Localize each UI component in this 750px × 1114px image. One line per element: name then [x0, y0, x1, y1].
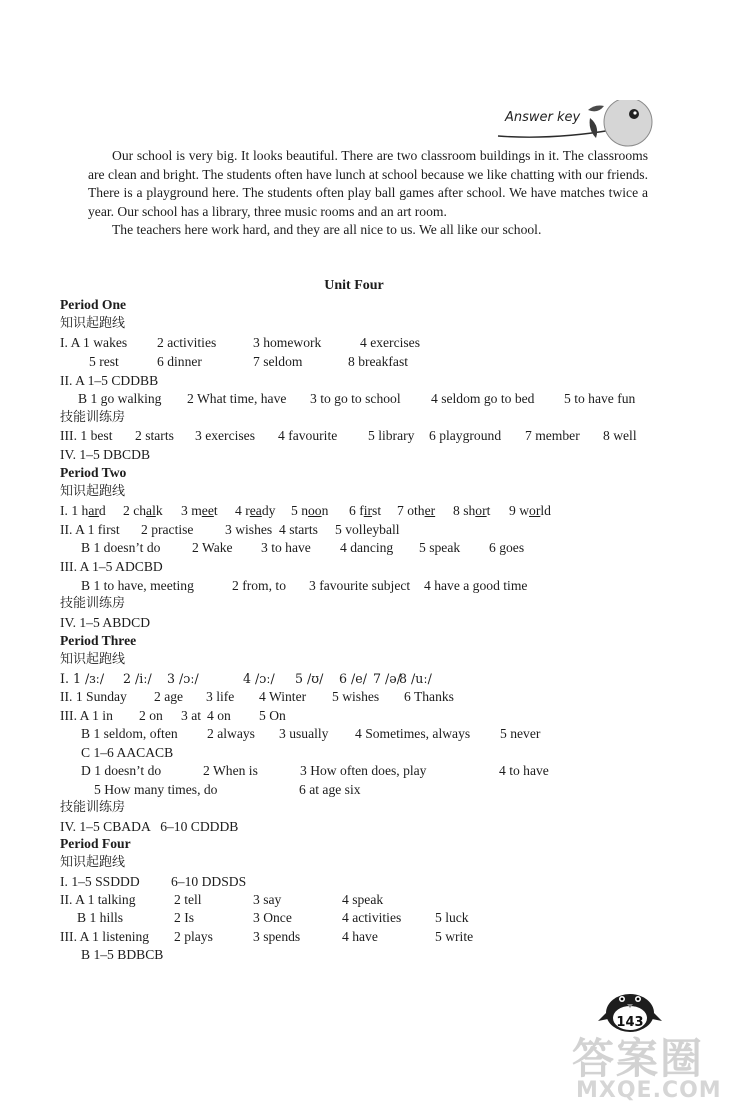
period-four-heading: Period Four — [60, 836, 131, 851]
answer-item: 5 luck — [435, 910, 469, 925]
answer-item: B 1 doesn’t do — [81, 540, 161, 555]
answer-item: 2 always — [207, 726, 255, 741]
answer-item: B 1 hills — [77, 910, 124, 925]
answer-item: 5 n — [291, 503, 308, 518]
answer-item: 4 seldom go to bed — [431, 391, 535, 406]
answer-item: 8 sh — [453, 503, 476, 518]
answer-item: 2 /iː/ — [123, 671, 152, 686]
answer-item: B 1 to have, meeting — [81, 578, 194, 593]
answer-item: 3 exercises — [195, 428, 256, 443]
period-one-heading: Period One — [60, 297, 127, 312]
answer-item: 4 speak — [342, 892, 384, 907]
answer-item: C 1–6 AACACB — [81, 745, 174, 760]
answer-item: 9 w — [509, 503, 530, 518]
answer-item: 2 plays — [174, 929, 213, 944]
answer-item: 5 rest — [89, 354, 119, 369]
answer-item: 5 write — [435, 929, 474, 944]
page-number: 143 — [616, 1015, 644, 1030]
answer-item: 7 /ə/ — [373, 671, 401, 686]
answer-item: 3 How often does, play — [300, 763, 427, 778]
answer-item: 5 On — [259, 708, 286, 723]
answer-item: 2 activities — [157, 335, 217, 350]
answer-item: 4 Winter — [259, 689, 307, 704]
answer-item: 3 homework — [253, 335, 322, 350]
answer-item: 4 Sometimes, always — [355, 726, 471, 741]
answer-item: 4 dancing — [340, 540, 394, 555]
answer-item: d — [98, 503, 106, 518]
answer-item: n — [321, 503, 329, 518]
section-zh-warmup: 知识起跑线 — [60, 484, 126, 499]
passage-paragraph-2: The teachers here work hard, and they are all nice to us. We all like our school. — [112, 222, 542, 238]
answer-item: 2 tell — [174, 892, 202, 907]
answer-item: 2 ch — [123, 503, 147, 518]
answer-item: III. A 1 in — [60, 708, 113, 723]
answer-item: 4 to have — [499, 763, 549, 778]
answer-line: IV. 1–5 CBADA 6–10 CDDDB — [60, 819, 239, 834]
watermark-title: 答案圈 — [572, 1034, 705, 1083]
answer-item: 4 r — [235, 503, 250, 518]
answer-item: er — [424, 503, 436, 518]
answer-item: oo — [308, 503, 322, 518]
answer-item: 7 oth — [397, 503, 425, 518]
answer-item: 5 speak — [419, 540, 461, 555]
answer-item: or — [475, 503, 487, 518]
answer-item: t — [486, 503, 491, 518]
answer-item: I. A 1 wakes — [60, 335, 128, 350]
answer-item: 2 on — [139, 708, 163, 723]
answer-item: 3 wishes — [225, 522, 273, 537]
section-zh-warmup: 知识起跑线 — [60, 316, 126, 331]
answer-item: 2 starts — [135, 428, 174, 443]
answer-key-header — [492, 100, 662, 148]
section-zh-training: 技能训练房 — [60, 800, 126, 815]
answer-item: 7 seldom — [253, 354, 303, 369]
answer-item: 5 How many times, do — [94, 782, 218, 797]
answer-item: II. 1 Sunday — [60, 689, 127, 704]
answer-item: or — [529, 503, 541, 518]
answer-item: IV. 1–5 DBCDB — [60, 447, 151, 462]
answer-item: B 1 go walking — [78, 391, 162, 406]
answer-item: 3 Once — [253, 910, 292, 925]
answer-item: I. 1–5 SSDDD — [60, 874, 140, 889]
answer-item: 6 dinner — [157, 354, 202, 369]
answer-item: II. A 1 first — [60, 522, 120, 537]
answer-item: dy — [261, 503, 276, 518]
answer-item: 5 wishes — [332, 689, 380, 704]
period-two-heading: Period Two — [60, 465, 127, 480]
answer-item: 4 starts — [279, 522, 318, 537]
answer-item: 4 on — [207, 708, 231, 723]
unit-title: Unit Four — [324, 278, 384, 293]
answer-item: 2 age — [154, 689, 184, 704]
answer-item: al — [146, 503, 156, 518]
answer-item: 3 usually — [279, 726, 329, 741]
answer-item: I. 1 /ɜː/ — [60, 671, 105, 686]
answer-item: 2 When is — [203, 763, 258, 778]
answer-item: 8 breakfast — [348, 354, 409, 369]
answer-item: 6 at age six — [299, 782, 361, 797]
reading-passage — [88, 147, 648, 240]
answer-item: 4 have — [342, 929, 378, 944]
answer-item: ar — [88, 503, 99, 518]
answer-item: 8 well — [603, 428, 637, 443]
answer-item: II. A 1 talking — [60, 892, 136, 907]
period-three-heading: Period Three — [60, 633, 137, 648]
answer-item: 6–10 DDSDS — [171, 874, 247, 889]
answer-item: 3 say — [253, 892, 282, 907]
answer-item: k — [155, 503, 163, 518]
answer-item: 3 at — [181, 708, 202, 723]
answer-item: IV. 1–5 ABDCD — [60, 615, 151, 630]
answer-item: D 1 doesn’t do — [81, 763, 162, 778]
answer-item: 6 playground — [429, 428, 502, 443]
answer-item: 2 from, to — [232, 578, 286, 593]
answer-item: 8 /uː/ — [399, 671, 432, 686]
answer-item: 4 /ɔː/ — [243, 671, 275, 686]
answer-item: III. 1 best — [60, 428, 113, 443]
answer-item: st — [372, 503, 382, 518]
answer-item: 6 goes — [489, 540, 525, 555]
answer-item: 4 exercises — [360, 335, 421, 350]
answer-item: 2 Is — [174, 910, 195, 925]
answer-item: 5 volleyball — [335, 522, 400, 537]
answer-item: ir — [363, 503, 373, 518]
answer-item: 5 library — [368, 428, 415, 443]
answer-item: III. A 1 listening — [60, 929, 150, 944]
answer-item: 2 What time, have — [187, 391, 287, 406]
answer-item: II. A 1–5 CDDBB — [60, 373, 159, 388]
answer-item: 7 member — [525, 428, 580, 443]
answer-item: B 1 seldom, often — [81, 726, 178, 741]
answer-item: 5 /ʊ/ — [295, 671, 324, 686]
answer-key-label: Answer key — [505, 110, 581, 125]
answer-item: 3 /ɔː/ — [167, 671, 199, 686]
answer-item: ea — [249, 503, 262, 518]
answer-item: t — [213, 503, 218, 518]
answer-item: III. A 1–5 ADCBD — [60, 559, 163, 574]
answer-item: 3 spends — [253, 929, 301, 944]
answer-item: 2 Wake — [192, 540, 233, 555]
answer-item: 3 to have — [261, 540, 311, 555]
answer-item: 6 /e/ — [339, 671, 367, 686]
passage-paragraph-1: Our school is very big. It looks beautiful. There are two classroom buildings in it. The classrooms are clean and bright. The students often have lunch at school because we like chatting with our friends. There is a playground here. The students often play ball games after school. We have matches twice a year. Our school has a library, three music rooms and an art room. — [88, 148, 648, 219]
answer-item: 6 Thanks — [404, 689, 454, 704]
answer-item: B 1–5 BDBCB — [81, 947, 164, 962]
answer-item: 5 to have fun — [564, 391, 636, 406]
answer-item: 5 never — [500, 726, 541, 741]
watermark-url: MXQE.COM — [576, 1078, 722, 1103]
section-zh-warmup: 知识起跑线 — [60, 855, 126, 870]
section-zh-training: 技能训练房 — [60, 410, 126, 425]
answer-item: 2 practise — [141, 522, 194, 537]
answer-item: 3 life — [206, 689, 235, 704]
answer-item: 4 favourite — [278, 428, 338, 443]
answer-item: ld — [540, 503, 551, 518]
answer-item: I. 1 h — [60, 503, 89, 518]
answer-item: 3 m — [181, 503, 202, 518]
answer-item: 4 have a good time — [424, 578, 528, 593]
answer-item: 4 activities — [342, 910, 402, 925]
answer-item: 6 f — [349, 503, 364, 518]
answer-item: 3 favourite subject — [309, 578, 411, 593]
section-zh-training: 技能训练房 — [60, 596, 126, 611]
answer-item: ee — [201, 503, 214, 518]
answer-item: 3 to go to school — [310, 391, 401, 406]
section-zh-warmup: 知识起跑线 — [60, 652, 126, 667]
